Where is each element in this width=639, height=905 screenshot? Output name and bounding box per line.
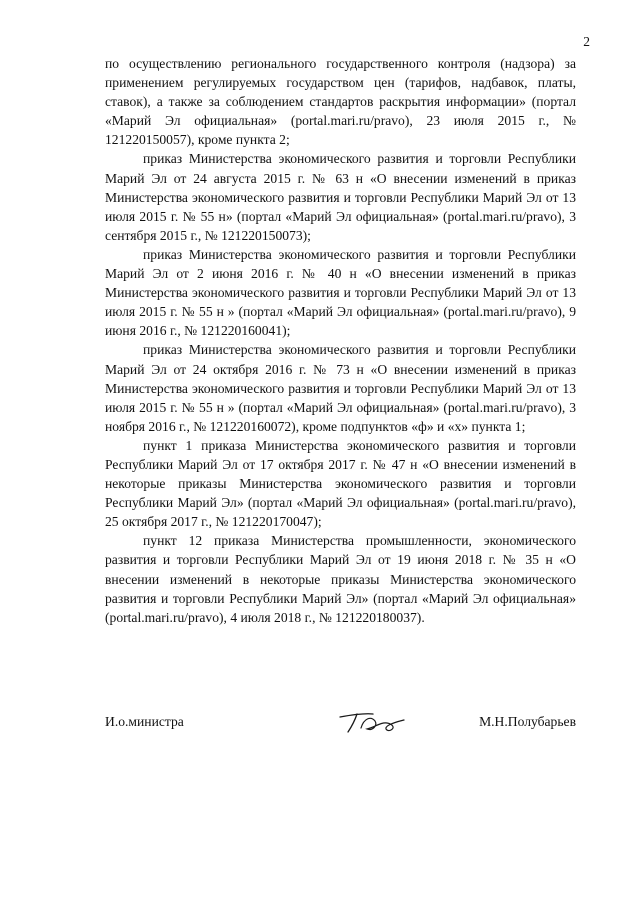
paragraph-order-63n: приказ Министерства экономического развития и торговли Республики Марий Эл от 24 августа 2015 г. № 63 н «О внесении изменений в приказ Министерства экономического развития и торговли Республики Марий Эл от 13 июля 2015 г. № 55 н» (портал «Марий Эл официальная» (portal.mari.ru/pravo), 3 сентября 2015 г., № 121220150073); [105, 151, 576, 243]
paragraph-continuation: по осуществлению регионального государственного контроля (надзора) за применением регулируемых государством цен (тарифов, надбавок, платы, ставок), а также за соблюдением стандартов раскрытия информации» (портал «Марий Эл официальная» (portal.mari.ru/pravo), 23 июля 2015 г., № 121220150057), кроме пункта 2; [105, 56, 576, 148]
signer-position: И.о.министра [105, 714, 184, 729]
document-body [105, 54, 576, 627]
paragraph-order-40n: приказ Министерства экономического развития и торговли Республики Марий Эл от 2 июня 2016 г. № 40 н «О внесении изменений в приказ Министерства экономического развития и торговли Республики Марий Эл от 13 июля 2015 г. № 55 н » (портал «Марий Эл официальная» (portal.mari.ru/pravo), 9 июня 2016 г., № 121220160041); [105, 246, 576, 339]
paragraph-order-47n: пункт 1 приказа Министерства экономического развития и торговли Республики Марий Эл от 17 октября 2017 г. № 47 н «О внесении изменений в некоторые приказы Министерства экономического развития и торговли Республики Марий Эл» (портал «Марий Эл официальная» (portal.mari.ru/pravo), 25 октября 2017 г., № 121220170047); [105, 437, 576, 530]
handwritten-signature [337, 708, 407, 736]
paragraph-order-73n: приказ Министерства экономического развития и торговли Республики Марий Эл от 24 октября 2016 г. № 73 н «О внесении изменений в приказ Министерства экономического развития и торговли Республики Марий Эл от 13 июля 2015 г. № 55 н » (портал «Марий Эл официальная» (portal.mari.ru/pravo), 3 ноября 2016 г., № 121220160072), кроме подпунктов «ф» и «х» пункта 1; [105, 342, 576, 434]
page-number: 2 [583, 34, 590, 49]
paragraph-order-35n: пункт 12 приказа Министерства промышленности, экономического развития и торговли Республики Марий Эл от 19 июня 2018 г. № 35 н «О внесении изменений в некоторые приказы Министерства экономического развития и торговли Республики Марий Эл» (портал «Марий Эл официальная» (portal.mari.ru/pravo), 4 июля 2018 г., № 121220180037). [105, 533, 576, 625]
signature-block [105, 712, 576, 736]
signer-name: М.Н.Полубарьев [479, 714, 576, 729]
